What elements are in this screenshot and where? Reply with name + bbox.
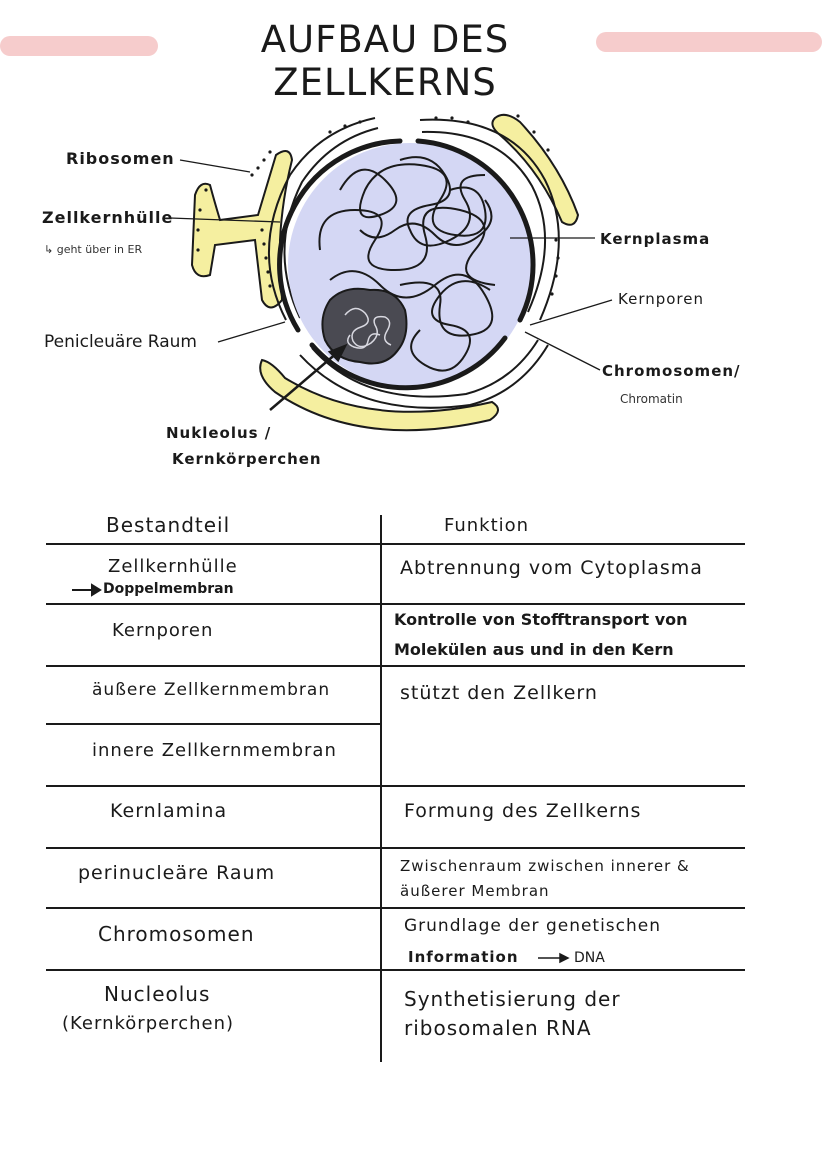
row3-left: äußere Zellkernmembran [92,680,331,700]
row6-right-1: Zwischenraum zwischen innerer & [400,857,690,875]
row2-right-2: Molekülen aus und in den Kern [394,640,674,659]
row4-left: innere Zellkernmembran [92,740,337,761]
row7-right-1: Grundlage der genetischen [404,916,662,936]
row6-left: perinucleäre Raum [78,862,276,884]
row8-right-1: Synthetisierung der [404,987,621,1011]
er-left [192,151,292,308]
row1-left: Zellkernhülle [108,556,238,577]
dna-arrow [538,954,568,962]
row2-right-1: Kontrolle von Stofftransport von [394,610,688,629]
row7-right-2: Information [408,948,519,966]
label-nukleolus: Nukleolus / [166,424,272,442]
label-kernporen: Kernporen [618,290,704,308]
doppelmembran-arrow [72,585,100,595]
label-er-note: ↳ geht über in ER [44,243,143,256]
label-raum: Penicleuäre Raum [44,332,197,352]
row1-left-sub: Doppelmembran [103,581,234,597]
label-kernplasma: Kernplasma [600,230,711,248]
row2-left: Kernporen [112,620,214,641]
row6-right-2: äußerer Membran [400,882,550,900]
row5-left: Kernlamina [110,800,228,822]
row8-left-2: (Kernkörperchen) [62,1013,235,1034]
label-zellkernhuelle: Zellkernhülle [42,208,174,227]
table-grid [46,515,745,1062]
row1-right: Abtrennung vom Cytoplasma [400,557,703,579]
row8-right-2: ribosomalen RNA [404,1016,592,1040]
row7-left: Chromosomen [98,922,255,946]
label-chromosomen: Chromosomen/ [602,362,741,380]
row5-right: Formung des Zellkerns [404,800,642,822]
table-header-funktion: Funktion [444,515,530,536]
table-header-bestandteil: Bestandteil [106,513,231,537]
row7-right-dna: DNA [574,950,605,966]
row3-right: stützt den Zellkern [400,682,598,704]
label-chromatin: Chromatin [620,392,683,406]
label-kernkoerperchen: Kernkörperchen [172,450,322,468]
page-title: AUFBAU DES ZELLKERNS [260,18,510,104]
row8-left-1: Nucleolus [104,982,211,1006]
label-ribosomen: Ribosomen [66,149,175,168]
